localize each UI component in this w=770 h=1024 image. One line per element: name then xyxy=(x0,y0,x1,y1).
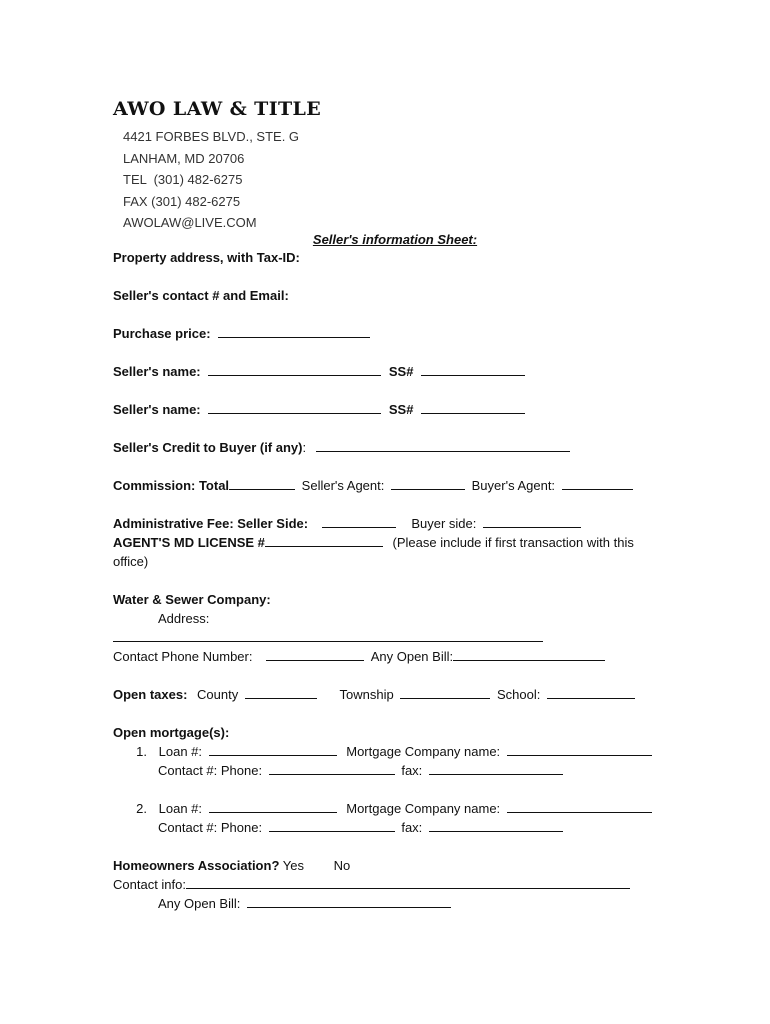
mortgage-1-number: 1. xyxy=(136,743,147,759)
mortgage-company-1-field[interactable] xyxy=(507,742,652,756)
mortgage-2-contact-row xyxy=(113,818,673,837)
ss-label: SS# xyxy=(388,401,414,417)
seller-name-field-1[interactable] xyxy=(208,362,381,376)
buyers-agent-label: Buyer's Agent: xyxy=(471,477,556,493)
buyer-side-field[interactable] xyxy=(483,514,581,528)
water-sewer-address-label: Address: xyxy=(158,610,210,626)
water-sewer-phone-row xyxy=(113,647,673,666)
seller-name-label: Seller's name: xyxy=(113,401,201,417)
firm-fax: FAX (301) 482-6275 xyxy=(123,193,241,209)
mortgage-2-number: 2. xyxy=(136,800,147,816)
contact-phone-short-label: Contact #: Phone: xyxy=(158,762,263,778)
hoa-contact-row xyxy=(113,875,673,894)
ss-field-2[interactable] xyxy=(421,400,525,414)
seller-information-form xyxy=(113,98,673,913)
property-address-label: Property address, with Tax-ID: xyxy=(113,249,300,265)
mortgage-company-2-field[interactable] xyxy=(507,799,652,813)
seller-name-field-2[interactable] xyxy=(208,400,381,414)
school-label: School: xyxy=(496,686,541,702)
seller-name-label: Seller's name: xyxy=(113,363,201,379)
hoa-no-option[interactable]: No xyxy=(333,857,351,873)
mortgage-2-fax-field[interactable] xyxy=(429,818,563,832)
mortgage-1-loan-row xyxy=(113,742,673,761)
open-taxes-row xyxy=(113,685,673,704)
fax-label: fax: xyxy=(401,819,423,835)
ss-label: SS# xyxy=(388,363,414,379)
open-mortgages-label: Open mortgage(s): xyxy=(113,724,230,740)
hoa-yes-option[interactable]: Yes xyxy=(282,857,304,873)
purchase-price-field[interactable] xyxy=(218,324,370,338)
sellers-agent-label: Seller's Agent: xyxy=(301,477,385,493)
buyers-agent-field[interactable] xyxy=(562,476,633,490)
mortgage-2-phone-field[interactable] xyxy=(269,818,395,832)
ss-field-1[interactable] xyxy=(421,362,525,376)
commission-total-field[interactable] xyxy=(229,476,295,490)
any-open-bill-label: Any Open Bill: xyxy=(370,648,454,664)
county-field[interactable] xyxy=(245,685,317,699)
water-sewer-label: Water & Sewer Company: xyxy=(113,591,271,607)
license-note: (Please include if first transaction with this xyxy=(392,534,634,550)
township-field[interactable] xyxy=(400,685,490,699)
commission-total-label: Commission: Total xyxy=(113,477,230,493)
mortgage-1-contact-row xyxy=(113,761,673,780)
open-taxes-label: Open taxes: xyxy=(113,686,188,702)
admin-fee-row xyxy=(113,514,673,533)
sheet-title: Seller's information Sheet: xyxy=(312,231,478,247)
hoa-label: Homeowners Association? xyxy=(113,857,280,873)
loan-label: Loan #: xyxy=(158,800,202,816)
admin-fee-seller-field[interactable] xyxy=(322,514,396,528)
agent-license-row xyxy=(113,533,673,552)
seller-contact-label: Seller's contact # and Email: xyxy=(113,287,289,303)
mortgage-1-fax-field[interactable] xyxy=(429,761,563,775)
seller-credit-field[interactable] xyxy=(316,438,570,452)
township-label: Township xyxy=(339,686,394,702)
mortgage-1-phone-field[interactable] xyxy=(269,761,395,775)
loan-2-field[interactable] xyxy=(209,799,337,813)
hoa-open-bill-row xyxy=(113,894,673,913)
any-open-bill-field[interactable] xyxy=(453,647,605,661)
contact-phone-short-label: Contact #: Phone: xyxy=(158,819,263,835)
firm-address-line2: LANHAM, MD 20706 xyxy=(123,150,245,166)
hoa-open-bill-field[interactable] xyxy=(247,894,451,908)
purchase-price-label: Purchase price: xyxy=(113,325,211,341)
mortgage-company-label: Mortgage Company name: xyxy=(346,800,501,816)
firm-address-line1: 4421 FORBES BLVD., STE. G xyxy=(123,129,300,144)
seller-name-row-1 xyxy=(113,362,673,381)
contact-phone-field[interactable] xyxy=(266,647,364,661)
agent-license-field[interactable] xyxy=(265,533,383,547)
county-label: County xyxy=(197,686,239,702)
contact-info-label: Contact info: xyxy=(113,876,186,892)
contact-phone-label: Contact Phone Number: xyxy=(113,648,253,664)
mortgage-company-label: Mortgage Company name: xyxy=(346,743,501,759)
water-sewer-address-row xyxy=(113,628,673,647)
firm-telephone: TEL (301) 482-6275 xyxy=(123,172,243,187)
firm-email: AWOLAW@LIVE.COM xyxy=(123,215,257,230)
fax-label: fax: xyxy=(401,762,423,778)
seller-credit-row xyxy=(113,438,673,457)
purchase-price-row xyxy=(113,324,673,343)
sellers-agent-field[interactable] xyxy=(391,476,465,490)
seller-credit-colon: : xyxy=(302,439,307,455)
school-field[interactable] xyxy=(547,685,635,699)
hoa-row xyxy=(113,856,673,875)
license-note-continued: office) xyxy=(113,553,149,569)
mortgage-2-loan-row xyxy=(113,799,673,818)
loan-1-field[interactable] xyxy=(209,742,337,756)
seller-name-row-2 xyxy=(113,400,673,419)
hoa-contact-info-field[interactable] xyxy=(186,875,630,889)
agent-license-label: AGENT'S MD LICENSE # xyxy=(113,534,265,550)
loan-label: Loan #: xyxy=(158,743,202,759)
seller-credit-label: Seller's Credit to Buyer (if any) xyxy=(113,439,303,455)
admin-fee-label: Administrative Fee: Seller Side: xyxy=(113,515,309,531)
commission-row xyxy=(113,476,673,495)
hoa-open-bill-label: Any Open Bill: xyxy=(158,895,241,911)
firm-name: AWO LAW & TITLE xyxy=(113,98,322,120)
buyer-side-label: Buyer side: xyxy=(411,515,477,531)
water-sewer-address-field[interactable] xyxy=(113,628,543,642)
